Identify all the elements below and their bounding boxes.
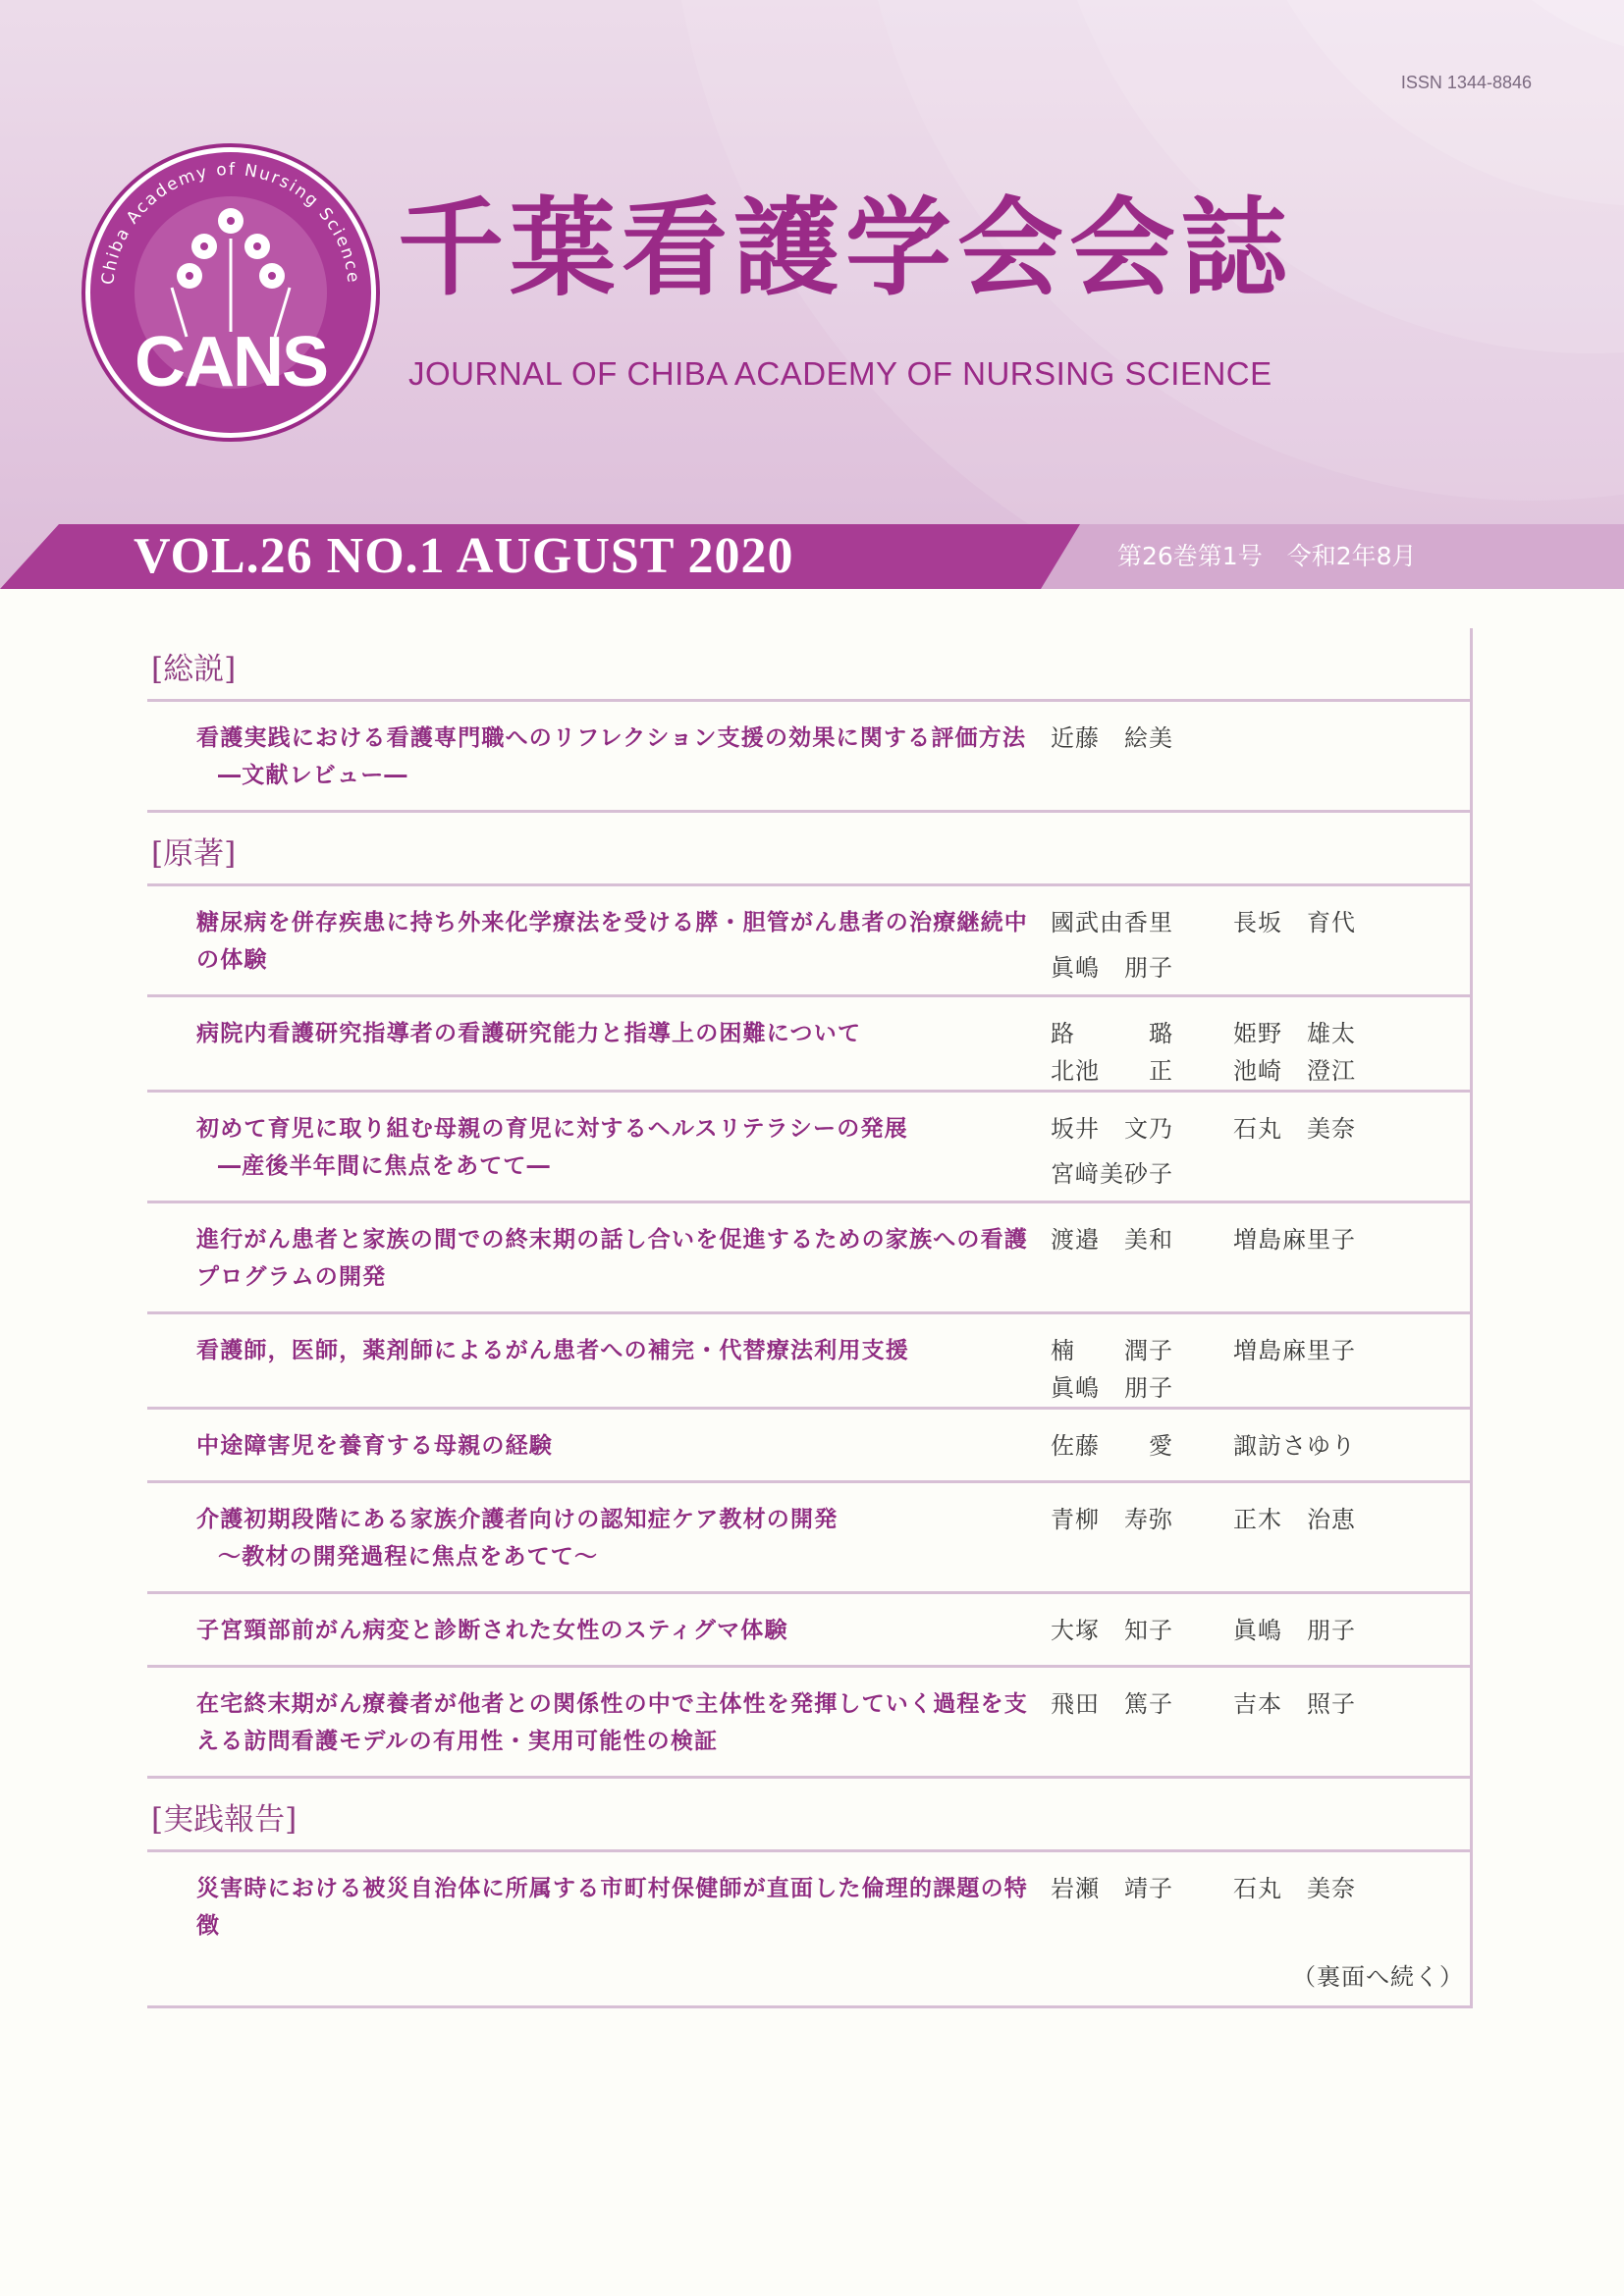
table-of-contents bbox=[147, 628, 1473, 2008]
article-authors: 坂井 文乃 石丸 美奈 宮﨑美砂子 bbox=[1051, 1115, 1356, 1188]
article-authors: 路 璐 姫野 雄太 北池 正 池崎 澄江 bbox=[1051, 1020, 1356, 1085]
journal-title-en: JOURNAL OF CHIBA ACADEMY OF NURSING SCIENCE bbox=[408, 355, 1272, 392]
article-authors: 國武由香里 長坂 育代 眞嶋 朋子 bbox=[1051, 909, 1356, 982]
article-authors: 楠 潤子 増島麻里子 眞嶋 朋子 bbox=[1051, 1337, 1356, 1402]
logo-text: CANS bbox=[134, 323, 328, 401]
section-heading-original: [原著] bbox=[147, 813, 1473, 886]
article-title: 在宅終末期がん療養者が他者との関係性の中で主体性を発揮していく過程を支える訪問看護モデルの有用性・実用可能性の検証 bbox=[196, 1691, 1028, 1754]
article-authors: 佐藤 愛 諏訪さゆり bbox=[1051, 1432, 1356, 1460]
journal-title-jp: 千葉看護学会会誌 bbox=[398, 187, 1294, 310]
article-title: 子宮頸部前がん病変と診断された女性のスティグマ体験 bbox=[196, 1618, 788, 1643]
issn: ISSN 1344-8846 bbox=[1400, 73, 1532, 92]
toc-entry[interactable] bbox=[147, 702, 1473, 813]
article-subtitle: ―産後半年間に焦点をあてて― bbox=[218, 1153, 551, 1179]
section-heading-practice-report: [実践報告] bbox=[147, 1779, 1473, 1852]
toc-entry[interactable] bbox=[147, 886, 1473, 997]
volume-label-en: VOL.26 NO.1 AUGUST 2020 bbox=[134, 528, 794, 584]
cans-logo bbox=[79, 140, 383, 445]
continued-note: （裏面へ続く） bbox=[1292, 1963, 1464, 1991]
toc-entry[interactable] bbox=[147, 1594, 1473, 1668]
article-title: 初めて育児に取り組む母親の育児に対するヘルスリテラシーの発展 ―産後半年間に焦点をあてて― bbox=[147, 1093, 1051, 1201]
article-subtitle: ―文献レビュー― bbox=[218, 763, 408, 788]
article-title: 病院内看護研究指導者の看護研究能力と指導上の困難について bbox=[196, 1021, 862, 1046]
article-authors: 大塚 知子 眞嶋 朋子 bbox=[1051, 1617, 1356, 1644]
toc-entry[interactable] bbox=[147, 1668, 1473, 1779]
volume-label-jp: 第26巻第1号 令和2年8月 bbox=[1117, 542, 1417, 570]
article-title: 介護初期段階にある家族介護者向けの認知症ケア教材の開発 ～教材の開発過程に焦点をあてて～ bbox=[147, 1483, 1051, 1591]
toc-entry[interactable] bbox=[147, 1852, 1473, 2008]
logo-ring-text: Chiba Academy of Nursing Science bbox=[98, 159, 363, 287]
article-title: 看護師，医師，薬剤師によるがん患者への補完・代替療法利用支援 bbox=[196, 1338, 909, 1363]
article-title: 看護実践における看護専門職へのリフレクション支援の効果に関する評価方法 ―文献レビュー― bbox=[147, 702, 1051, 810]
toc-entry[interactable] bbox=[147, 1203, 1473, 1314]
article-authors: 青柳 寿弥 正木 治恵 bbox=[1051, 1506, 1356, 1533]
article-title: 災害時における被災自治体に所属する市町村保健師が直面した倫理的課題の特徴 bbox=[196, 1876, 1028, 1939]
article-authors: 岩瀬 靖子 石丸 美奈 bbox=[1051, 1875, 1356, 1902]
toc-entry[interactable] bbox=[147, 1483, 1473, 1594]
toc-entry[interactable] bbox=[147, 1410, 1473, 1483]
article-title: 進行がん患者と家族の間での終末期の話し合いを促進するための家族への看護プログラムの開発 bbox=[196, 1227, 1029, 1290]
article-title: 糖尿病を併存疾患に持ち外来化学療法を受ける膵・胆管がん患者の治療継続中の体験 bbox=[196, 910, 1028, 973]
toc-entry[interactable] bbox=[147, 1314, 1473, 1410]
article-authors: 飛田 篤子 吉本 照子 bbox=[1051, 1690, 1356, 1718]
article-title: 中途障害児を養育する母親の経験 bbox=[196, 1433, 553, 1459]
toc-entry[interactable] bbox=[147, 1093, 1473, 1203]
section-heading-review: [総説] bbox=[147, 628, 1473, 702]
article-authors: 渡邉 美和 増島麻里子 bbox=[1051, 1226, 1356, 1254]
toc-entry[interactable] bbox=[147, 997, 1473, 1093]
article-authors: 近藤 絵美 bbox=[1051, 724, 1173, 752]
article-subtitle: ～教材の開発過程に焦点をあてて～ bbox=[218, 1544, 599, 1570]
